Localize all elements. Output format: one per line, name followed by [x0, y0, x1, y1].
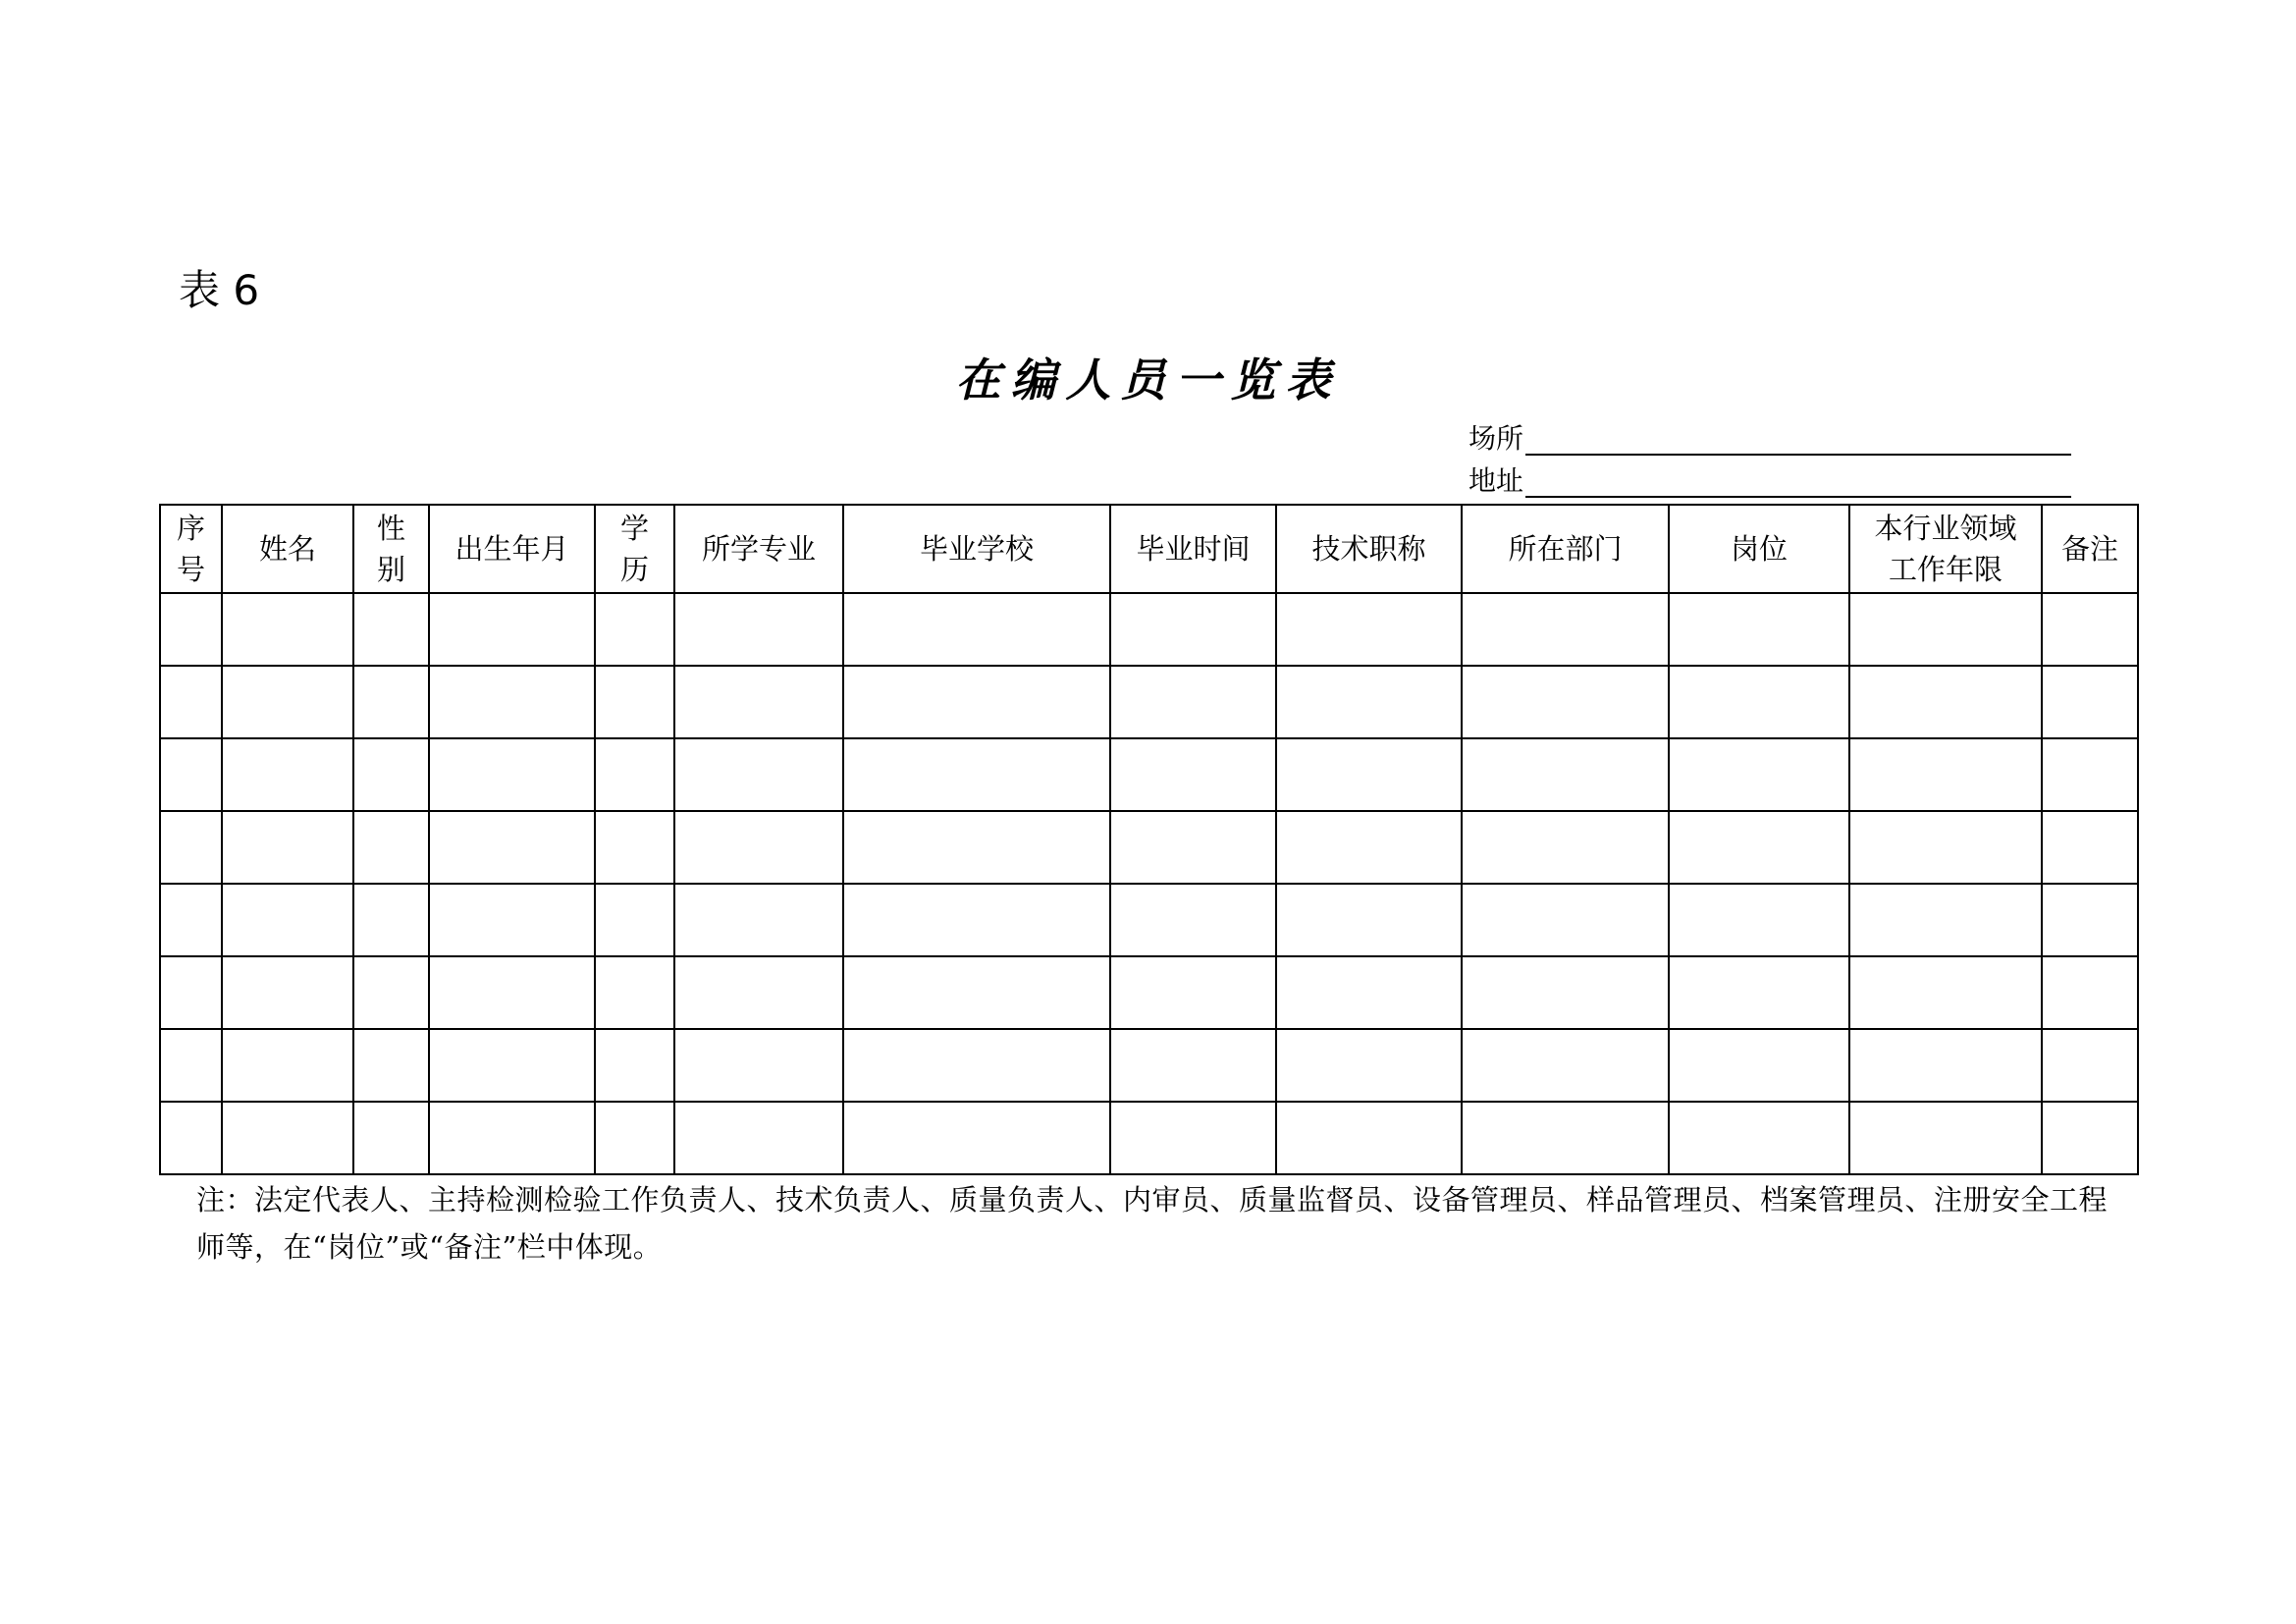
- address-label: 地址: [1468, 464, 1524, 497]
- table-cell[interactable]: [1462, 884, 1669, 956]
- table-cell[interactable]: [222, 1102, 353, 1174]
- table-cell[interactable]: [674, 884, 843, 956]
- table-cell[interactable]: [595, 1029, 674, 1102]
- table-cell[interactable]: [1110, 884, 1276, 956]
- table-cell[interactable]: [160, 666, 222, 738]
- table-row: [160, 593, 2138, 666]
- table-cell[interactable]: [843, 738, 1110, 811]
- table-cell[interactable]: [1669, 884, 1849, 956]
- table-cell[interactable]: [429, 1029, 595, 1102]
- table-cell[interactable]: [1849, 956, 2042, 1029]
- table-cell[interactable]: [1849, 666, 2042, 738]
- table-cell[interactable]: [429, 593, 595, 666]
- table-cell[interactable]: [2042, 666, 2138, 738]
- table-cell[interactable]: [843, 811, 1110, 884]
- site-field: [1468, 420, 2071, 456]
- table-cell[interactable]: [1849, 593, 2042, 666]
- table-cell[interactable]: [353, 738, 429, 811]
- table-cell[interactable]: [595, 738, 674, 811]
- table-cell[interactable]: [1276, 1102, 1462, 1174]
- table-cell[interactable]: [429, 884, 595, 956]
- table-cell[interactable]: [1849, 811, 2042, 884]
- table-cell[interactable]: [222, 956, 353, 1029]
- table-cell[interactable]: [1849, 1102, 2042, 1174]
- table-cell[interactable]: [1110, 1102, 1276, 1174]
- header-cell-industry-years: 本行业领域 工作年限: [1849, 505, 2042, 593]
- table-cell[interactable]: [1849, 738, 2042, 811]
- table-cell[interactable]: [353, 811, 429, 884]
- table-cell[interactable]: [1462, 1102, 1669, 1174]
- table-cell[interactable]: [1110, 666, 1276, 738]
- table-cell[interactable]: [674, 956, 843, 1029]
- table-cell[interactable]: [1110, 956, 1276, 1029]
- table-cell[interactable]: [674, 666, 843, 738]
- table-row: [160, 956, 2138, 1029]
- table-cell[interactable]: [429, 666, 595, 738]
- staff-roster-table: [159, 504, 2139, 1175]
- table-cell[interactable]: [222, 884, 353, 956]
- table-cell[interactable]: [1110, 1029, 1276, 1102]
- header-cell-education: 学 历: [595, 505, 674, 593]
- table-cell[interactable]: [222, 666, 353, 738]
- table-cell[interactable]: [843, 956, 1110, 1029]
- table-cell[interactable]: [353, 1102, 429, 1174]
- table-cell[interactable]: [2042, 1029, 2138, 1102]
- table-body: [160, 593, 2138, 1174]
- table-cell[interactable]: [843, 1029, 1110, 1102]
- table-row: [160, 666, 2138, 738]
- table-row: [160, 738, 2138, 811]
- table-cell[interactable]: [1669, 811, 1849, 884]
- site-label: 场所: [1468, 422, 1524, 455]
- header-cell-department: 所在部门: [1462, 505, 1669, 593]
- footnote-line-2: 师等，在“岗位”或“备注”栏中体现。: [196, 1230, 663, 1264]
- table-cell[interactable]: [1110, 593, 1276, 666]
- table-cell[interactable]: [2042, 1102, 2138, 1174]
- table-cell[interactable]: [595, 666, 674, 738]
- table-cell[interactable]: [843, 1102, 1110, 1174]
- header-cell-major: 所学专业: [674, 505, 843, 593]
- table-cell[interactable]: [843, 884, 1110, 956]
- table-cell[interactable]: [353, 1029, 429, 1102]
- header-cell-graduation-date: 毕业时间: [1110, 505, 1276, 593]
- table-cell[interactable]: [2042, 884, 2138, 956]
- table-number: 表 6: [179, 266, 260, 314]
- table-cell[interactable]: [1669, 738, 1849, 811]
- table-cell[interactable]: [160, 1102, 222, 1174]
- header-cell-title: 技术职称: [1276, 505, 1462, 593]
- table-row: [160, 811, 2138, 884]
- header-cell-position: 岗位: [1669, 505, 1849, 593]
- table-cell[interactable]: [1462, 738, 1669, 811]
- table-cell[interactable]: [674, 738, 843, 811]
- table-cell[interactable]: [429, 956, 595, 1029]
- table-cell[interactable]: [1462, 811, 1669, 884]
- table-cell[interactable]: [160, 884, 222, 956]
- header-cell-remarks: 备注: [2042, 505, 2138, 593]
- table-cell[interactable]: [2042, 811, 2138, 884]
- table-cell[interactable]: [595, 593, 674, 666]
- table-cell[interactable]: [1276, 811, 1462, 884]
- table-cell[interactable]: [1669, 1102, 1849, 1174]
- table-cell[interactable]: [674, 593, 843, 666]
- table-cell[interactable]: [160, 811, 222, 884]
- table-cell[interactable]: [2042, 593, 2138, 666]
- header-cell-birth-date: 出生年月: [429, 505, 595, 593]
- table-cell[interactable]: [674, 1102, 843, 1174]
- table-cell[interactable]: [1276, 738, 1462, 811]
- table-cell[interactable]: [2042, 956, 2138, 1029]
- table-cell[interactable]: [595, 811, 674, 884]
- table-cell[interactable]: [160, 738, 222, 811]
- table-cell[interactable]: [674, 1029, 843, 1102]
- table-cell[interactable]: [222, 811, 353, 884]
- header-cell-name: 姓名: [222, 505, 353, 593]
- header-row: [160, 505, 2138, 593]
- table-cell[interactable]: [1669, 956, 1849, 1029]
- header-cell-school: 毕业学校: [843, 505, 1110, 593]
- footnote-line-1: 注：法定代表人、主持检测检验工作负责人、技术负责人、质量负责人、内审员、质量监督员、设备管理员、样品管理员、档案管理员、注册安全工程: [196, 1183, 2109, 1217]
- table-row: [160, 1029, 2138, 1102]
- table-cell[interactable]: [429, 811, 595, 884]
- table-cell[interactable]: [1669, 593, 1849, 666]
- table-cell[interactable]: [1669, 1029, 1849, 1102]
- table-cell[interactable]: [160, 956, 222, 1029]
- table-cell[interactable]: [1276, 666, 1462, 738]
- table-cell[interactable]: [674, 811, 843, 884]
- table-cell[interactable]: [1462, 1029, 1669, 1102]
- table-cell[interactable]: [353, 593, 429, 666]
- table-cell[interactable]: [595, 884, 674, 956]
- table-cell[interactable]: [222, 593, 353, 666]
- document-title: 在编人员一览表: [955, 353, 1341, 406]
- header-cell-index: 序 号: [160, 505, 222, 593]
- table-cell[interactable]: [1669, 666, 1849, 738]
- table-cell[interactable]: [843, 593, 1110, 666]
- site-underline: [1525, 424, 2071, 456]
- table-cell[interactable]: [353, 666, 429, 738]
- table-cell[interactable]: [429, 738, 595, 811]
- table-cell[interactable]: [222, 738, 353, 811]
- table-row: [160, 884, 2138, 956]
- table-cell[interactable]: [222, 1029, 353, 1102]
- table-cell[interactable]: [1849, 1029, 2042, 1102]
- table-cell[interactable]: [353, 884, 429, 956]
- table-cell[interactable]: [1276, 884, 1462, 956]
- table-cell[interactable]: [843, 666, 1110, 738]
- table-cell[interactable]: [1462, 593, 1669, 666]
- table-cell[interactable]: [595, 956, 674, 1029]
- table-cell[interactable]: [353, 956, 429, 1029]
- table-cell[interactable]: [1276, 593, 1462, 666]
- footnote: [196, 1176, 2120, 1271]
- table-cell[interactable]: [1110, 811, 1276, 884]
- table-cell[interactable]: [1849, 884, 2042, 956]
- header-cell-gender: 性 别: [353, 505, 429, 593]
- table-cell[interactable]: [1462, 956, 1669, 1029]
- table-cell[interactable]: [595, 1102, 674, 1174]
- address-field: [1468, 462, 2071, 498]
- table-cell[interactable]: [1276, 956, 1462, 1029]
- table-cell[interactable]: [160, 593, 222, 666]
- table-cell[interactable]: [1110, 738, 1276, 811]
- address-underline: [1525, 466, 2071, 498]
- table-cell[interactable]: [2042, 738, 2138, 811]
- table-cell[interactable]: [429, 1102, 595, 1174]
- table-cell[interactable]: [1276, 1029, 1462, 1102]
- table-row: [160, 1102, 2138, 1174]
- table-cell[interactable]: [160, 1029, 222, 1102]
- table-cell[interactable]: [1462, 666, 1669, 738]
